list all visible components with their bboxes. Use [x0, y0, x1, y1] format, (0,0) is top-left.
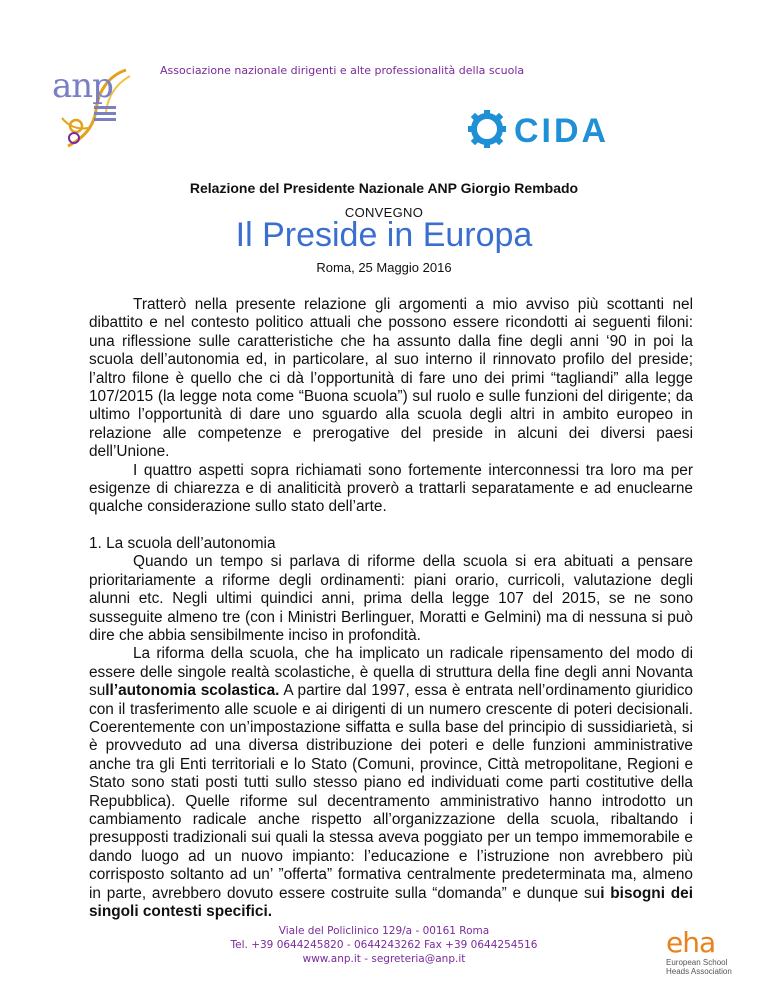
footer-web: www.anp.it - segreteria@anp.it — [302, 953, 466, 965]
paragraph-autonomy-text-b: A partire dal 1997, essa è entrata nell’ordinamento giuridico con il trasferimento alle scuole e ai dirigenti di un numero crescente di poteri decisionali. Coerentemente con un’impostazione siffatta e sulla base del principio di sussidiarietà, si è provveduto ad una diversa distribuzione dei poteri e delle funzioni amministrative anche tra gli Enti territoriali e lo Stato (Comuni, province, Città metropolitane, Regioni e Stato sono stati posti tutti sullo stesso piano ed individuati come parti costitutive della Repubblica). Quelle riforme sul decentramento amministrativo hanno introdotto un cambiamento radicale anche rispetto all’organizzazione della scuola, ribaltando i presupposti tradizionali sui quali la stessa aveva poggiato per un tempo immemorabile e dando luogo ad un nuovo impianto: l’educazione e l’istruzione non avrebbero più corrisposto soltanto ad un’ ”offerta” formativa centralmente predeterminata ma, almeno in parte, avrebbero dovuto essere costruite sulla “domanda” e dunque su — [89, 682, 693, 902]
esha-name-line-2: Heads Association — [666, 967, 732, 976]
place-date: Roma, 25 Maggio 2016 — [316, 260, 452, 275]
paragraph-autonomy — [89, 645, 693, 921]
esha-logo — [666, 928, 732, 984]
association-name: Associazione nazionale dirigenti e alte professionalità della scuola — [160, 64, 525, 77]
event-title: Il Preside in Europa — [235, 216, 533, 254]
report-body — [89, 296, 693, 921]
paragraph-autonomy-text-a: La riforma della scuola, che ha implicato un radicale ripensamento del modo di essere delle singole realtà scolastiche, è quella di struttura della fine degli anni Novanta su — [89, 645, 693, 700]
footer-contacts — [0, 924, 768, 966]
paragraph-intro: Tratterò nella presente relazione gli argomenti a mio avviso più scottanti nel dibattito e nel contesto politico attuali che possono essere ricondotti ai seguenti filoni: una riflessione sulle caratteristiche che ha assunto dalla fine degli anni ‘90 in poi la scuola dell’autonomia ed, in particolare, al suo interno il rinnovato profilo del preside; l’altro filone è quello che ci dà l’opportunità di fare uno dei primi “tagliandi” alla legge 107/2015 (la legge nota come “Buona scuola”) sul ruolo e sulle funzioni del dirigente; da ultimo l’opportunità di dare uno sguardo alla scuola degli altri in ambito europeo in relazione alle competenze e prerogative del preside in alcuni dei diversi paesi dell’Unione. — [89, 296, 693, 461]
esha-name-line-1: European School — [666, 958, 728, 967]
cida-logo-text: CIDA — [514, 112, 610, 150]
report-title: Relazione del Presidente Nazionale ANP Giorgio Rembado — [189, 180, 579, 196]
event-label: CONVEGNO — [344, 205, 424, 220]
cida-logo-graphic — [466, 108, 696, 150]
cida-logo — [466, 108, 696, 150]
footer-phones: Tel. +39 0644245820 - 0644243262 Fax +39 0644254516 — [230, 939, 538, 951]
paragraph-autonomy-bold: ll’autonomia scolastica. — [105, 682, 280, 700]
paragraph-reforms: Quando un tempo si parlava di riforme della scuola si era abituati a pensare prioritariamente a riforme degli ordinamenti: piani orario, curricoli, valutazione degli alunni etc. Negli ultimi quindici anni, prima della legge 107 del 2015, se ne sono susseguite almeno tre (con i Ministri Berlinguer, Moratti e Gelmini) ma di nessuna si può dire che abbia sensibilmente inciso in profondità. — [89, 553, 693, 644]
anp-logo — [48, 66, 136, 150]
paragraph-autonomy-bold-end: i bisogni dei singoli contesti specifici. — [89, 884, 693, 920]
paragraph-aspects: I quattro aspetti sopra richiamati sono fortemente interconnessi tra loro ma per esigenze di chiarezza e di analiticità proverò a trattarli separatamente e ad enuclearne qualche considerazione sullo stato dell’arte. — [89, 461, 693, 516]
esha-logo-text: eha — [666, 926, 716, 959]
footer-address: Viale del Policlinico 129/a - 00161 Roma — [278, 925, 490, 937]
paragraph-gap — [89, 517, 693, 535]
section-heading: 1. La scuola dell’autonomia — [89, 534, 276, 552]
anp-logo-text: anp — [52, 66, 113, 106]
